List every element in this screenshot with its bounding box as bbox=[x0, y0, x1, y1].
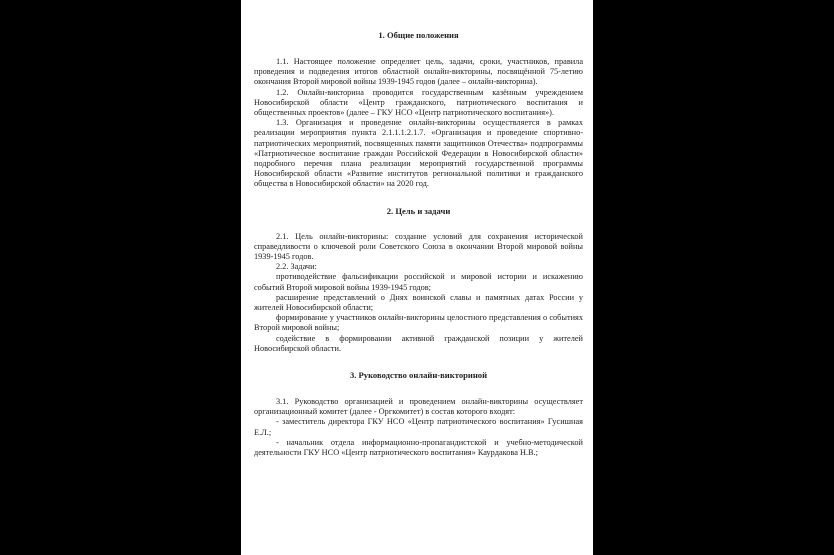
paragraph-1-3: 1.3. Организация и проведение онлайн-викторины осуществляется в рамках реализации мероприятия пункта 2.1.1.1.2.1.7. «Организация и проведение спортивно-патриотических мероприятий, посвященных памяти защитников Отечества» подпрограммы «Патриотическое воспитание граждан Российской Федерации в Новосибирской области» подробного перечня плана реализации мероприятий государственной программы Новосибирской области «Развитие институтов региональной политики и гражданского общества в Новосибирской области» на 2020 год. bbox=[254, 118, 583, 189]
section-2-title: 2. Цель и задачи bbox=[386, 205, 451, 216]
task-item: формирование у участников онлайн-викторины целостного представления о событиях Второй мировой войны; bbox=[254, 313, 583, 333]
document-page bbox=[241, 0, 593, 555]
paragraph-2-1: 2.1. Цель онлайн-викторины: создание условий для сохранения исторической справедливости о ключевой роли Советского Союза в окончании Второй мировой войны 1939-1945 годов. bbox=[254, 231, 583, 262]
paragraph-1-2: 1.2. Онлайн-викторина проводится государственным казённым учреждением Новосибирской области «Центр гражданского, патриотического воспитания и общественных проектов» (далее – ГКУ НСО «Центр патриотического воспитания»). bbox=[254, 87, 583, 118]
task-item: содействие в формировании активной гражданской позиции у жителей Новосибирской области. bbox=[254, 333, 583, 353]
task-item: противодействие фальсификации российской и мировой истории и искажению событий Второй мировой войны 1939-1945 годов; bbox=[254, 272, 583, 292]
section-1-title: 1. Общие положения bbox=[378, 30, 459, 40]
committee-member: - заместитель директора ГКУ НСО «Центр патриотического воспитания» Гусишная Е.Л.; bbox=[254, 417, 583, 437]
task-item: расширение представлений о Днях воинской славы и памятных датах России у жителей Новосибирской области; bbox=[254, 292, 583, 313]
paragraph-2-2-heading: 2.2. Задачи: bbox=[276, 262, 317, 272]
paragraph-1-1: 1.1. Настоящее положение определяет цель, задачи, сроки, участников, правила проведения и подведения итогов областной онлайн-викторины, посвящённой 75-летию окончания Второй мировой войны 1939-1945 годов (далее – онлайн-викторина). bbox=[254, 57, 583, 87]
committee-member: - начальник отдела информационно-пропагандистской и учебно-методической деятельности ГКУ НСО «Центр патриотического воспитания» Каурдакова Н.В.; bbox=[254, 437, 583, 458]
section-3-title: 3. Руководство онлайн-викториной bbox=[349, 370, 488, 381]
paragraph-3-1: 3.1. Руководство организацией и проведением онлайн-викторины осуществляет организационный комитет (далее - Оргкомитет) в состав которого входят: bbox=[254, 397, 583, 417]
